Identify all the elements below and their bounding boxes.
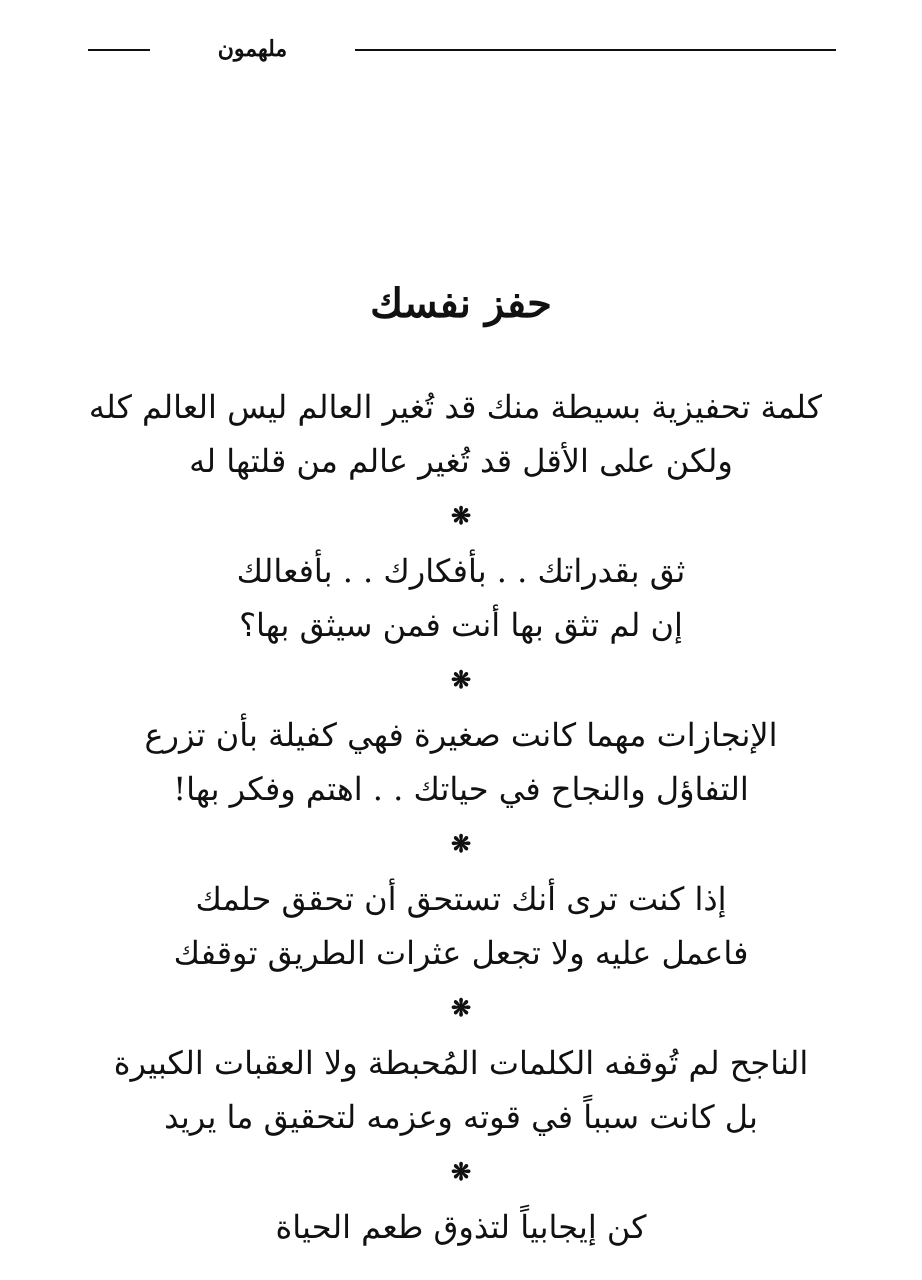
- running-head-title: ملهمون: [217, 36, 288, 62]
- separator-star-icon: ❋: [450, 501, 472, 530]
- stanza-2-line-2: إن لم تثق بها أنت فمن سيثق بها؟: [239, 606, 683, 644]
- separator-star-icon: ❋: [450, 993, 472, 1022]
- stanza-4-line-2: فاعمل عليه ولا تجعل عثرات الطريق توقفك: [173, 934, 749, 972]
- separator-star-icon: ❋: [450, 829, 472, 858]
- separator-star-icon: ❋: [450, 1157, 472, 1186]
- stanza-1-line-1: كلمة تحفيزية بسيطة منك قد تُغير العالم ليس العالم كله: [88, 388, 822, 426]
- stanza-2-line-1: ثق بقدراتك . . بأفكارك . . بأفعالك: [236, 552, 686, 590]
- stanza-5-line-2: بل كانت سبباً في قوته وعزمه لتحقيق ما يريد: [164, 1098, 758, 1136]
- stanza-3-line-2: التفاؤل والنجاح في حياتك . . اهتم وفكر بها!: [173, 770, 749, 808]
- separator-star-icon: ❋: [450, 665, 472, 694]
- stanza-4-line-1: إذا كنت ترى أنك تستحق أن تحقق حلمك: [195, 880, 727, 918]
- stanza-1-line-2: ولكن على الأقل قد تُغير عالم من قلتها له: [189, 442, 733, 480]
- header-rule-left: [88, 49, 150, 51]
- quote-list: [88, 380, 822, 1254]
- page-header: [88, 30, 836, 70]
- stanza-6-line-1: كن إيجابياً لتذوق طعم الحياة: [275, 1208, 647, 1246]
- stanza-5-line-1: الناجح لم تُوقفه الكلمات المُحبطة ولا العقبات الكبيرة: [113, 1044, 809, 1082]
- chapter-title: حفز نفسك: [370, 280, 552, 327]
- stanza-3-line-1: الإنجازات مهما كانت صغيرة فهي كفيلة بأن تزرع: [144, 716, 778, 754]
- header-rule-right: [355, 49, 836, 51]
